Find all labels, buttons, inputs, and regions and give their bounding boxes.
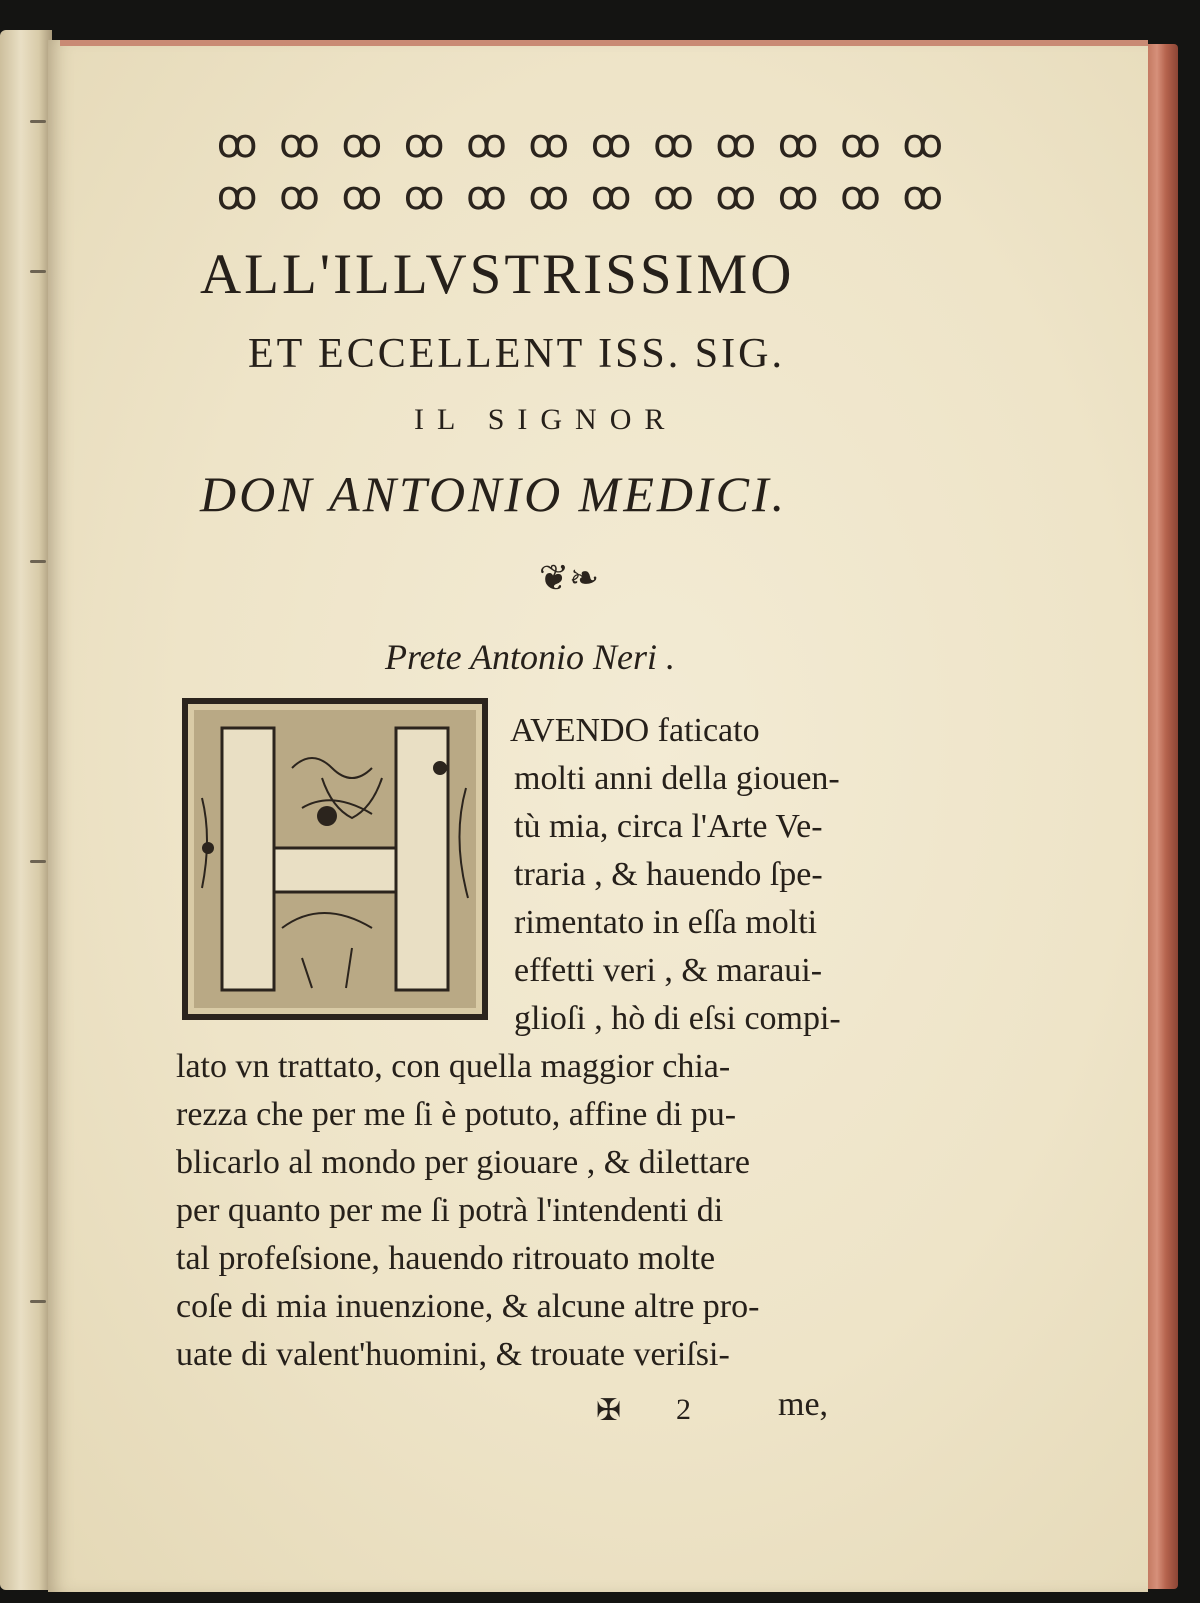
fleuron-icon: ꝏ bbox=[653, 121, 692, 166]
text-line: per quanto per me ſi potrà l'intendenti di bbox=[176, 1192, 724, 1229]
fleuron-icon: ꝏ bbox=[341, 121, 381, 166]
author-name: Prete Antonio Neri . bbox=[385, 637, 675, 677]
fleuron-icon: ꝏ bbox=[653, 173, 692, 218]
binding-stitch bbox=[30, 560, 46, 563]
fleuron-icon: ꝏ bbox=[715, 173, 755, 218]
text-line: blicarlo al mondo per giouare , & dilettare bbox=[176, 1144, 751, 1181]
catchword: me, bbox=[778, 1386, 829, 1423]
fleuron-icon: ꝏ bbox=[279, 121, 318, 166]
top-edge bbox=[60, 40, 1148, 46]
text-line: effetti veri , & maraui- bbox=[514, 952, 823, 989]
small-fleuron-icon: ❦❧ bbox=[538, 558, 600, 598]
text-line: uate di valent'huomini, & trouate veriſsi- bbox=[176, 1336, 730, 1373]
red-page-edge bbox=[1148, 44, 1178, 1589]
page-number: 2 bbox=[676, 1393, 691, 1426]
text-line: AVENDO faticato bbox=[510, 712, 760, 749]
dedication-heading-line-1: ALL'ILLVSTRISSIMO bbox=[200, 243, 795, 306]
fleuron-icon: ꝏ bbox=[777, 121, 817, 166]
binding-stitch bbox=[30, 1300, 46, 1303]
binding-stitch bbox=[30, 120, 46, 123]
ornament-row-top bbox=[205, 118, 953, 170]
binding-stitch bbox=[30, 270, 46, 273]
fleuron-icon: ꝏ bbox=[466, 121, 505, 166]
dedicatee-name: DON ANTONIO MEDICI. bbox=[200, 466, 788, 522]
fleuron-icon: ꝏ bbox=[777, 173, 817, 218]
fleuron-icon: ꝏ bbox=[528, 173, 568, 218]
text-line: tù mia, circa l'Arte Ve- bbox=[514, 808, 823, 845]
dedication-heading-line-3: IL SIGNOR bbox=[414, 403, 678, 436]
fleuron-icon: ꝏ bbox=[840, 121, 879, 166]
text-line: glioſi , hò di eſsi compi- bbox=[514, 1000, 841, 1037]
text-line: coſe di mia inuenzione, & alcune altre pro- bbox=[176, 1288, 760, 1325]
dedication-heading-line-2: ET ECCELLENT ISS. SIG. bbox=[248, 331, 785, 377]
signature-mark: ✠ bbox=[596, 1394, 622, 1427]
fleuron-icon: ꝏ bbox=[216, 121, 256, 166]
binding-stitch bbox=[30, 860, 46, 863]
text-line: lato vn trattato, con quella maggior chia- bbox=[176, 1048, 731, 1085]
text-line: tal profeſsione, hauendo ritrouato molte bbox=[176, 1240, 716, 1277]
fleuron-icon: ꝏ bbox=[403, 121, 443, 166]
text-line: traria , & hauendo ſpe- bbox=[514, 856, 823, 893]
text-line: molti anni della giouen- bbox=[514, 760, 840, 797]
ornament-row-bottom bbox=[205, 170, 953, 222]
fleuron-icon: ꝏ bbox=[279, 173, 318, 218]
fleuron-icon: ꝏ bbox=[590, 121, 630, 166]
fleuron-icon: ꝏ bbox=[902, 121, 942, 166]
fleuron-icon: ꝏ bbox=[902, 173, 942, 218]
left-page-edge bbox=[0, 30, 52, 1590]
woodcut-initial-h-icon bbox=[182, 698, 488, 1020]
text-line: rezza che per me ſi è potuto, affine di pu- bbox=[176, 1096, 737, 1133]
fleuron-icon: ꝏ bbox=[403, 173, 443, 218]
fleuron-icon: ꝏ bbox=[590, 173, 630, 218]
text-line: rimentato in eſſa molti bbox=[514, 904, 818, 941]
fleuron-icon: ꝏ bbox=[341, 173, 381, 218]
fleuron-icon: ꝏ bbox=[528, 121, 568, 166]
fleuron-icon: ꝏ bbox=[216, 173, 256, 218]
fleuron-icon: ꝏ bbox=[715, 121, 755, 166]
fleuron-icon: ꝏ bbox=[466, 173, 505, 218]
headpiece-ornament bbox=[205, 118, 953, 226]
fleuron-icon: ꝏ bbox=[840, 173, 879, 218]
